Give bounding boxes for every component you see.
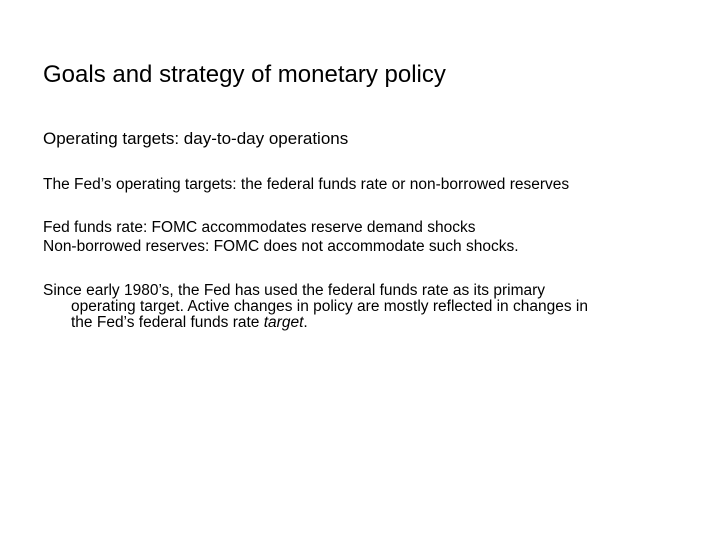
target-emphasis: target bbox=[263, 314, 304, 331]
operating-targets-text: The Fed’s operating targets: the federal funds rate or non-borrowed reserves bbox=[43, 176, 570, 193]
non-borrowed-reserves-text: Non-borrowed reserves: FOMC does not accommodate such shocks. bbox=[43, 238, 519, 255]
paragraph-line-1: Since early 1980’s, the Fed has used the federal funds rate as its primary bbox=[43, 282, 546, 299]
paragraph-line-3-suffix: . bbox=[303, 314, 308, 331]
fed-funds-rate-text: Fed funds rate: FOMC accommodates reserve demand shocks bbox=[43, 219, 476, 236]
since-1980s-paragraph bbox=[43, 283, 711, 331]
paragraph-line-2: operating target. Active changes in policy are mostly reflected in changes in bbox=[71, 298, 588, 315]
slide-title: Goals and strategy of monetary policy bbox=[43, 61, 446, 88]
paragraph-line-3 bbox=[71, 315, 711, 331]
paragraph-line-3-prefix: the Fed’s federal funds rate bbox=[71, 314, 264, 331]
slide-subtitle: Operating targets: day-to-day operations bbox=[43, 129, 349, 148]
